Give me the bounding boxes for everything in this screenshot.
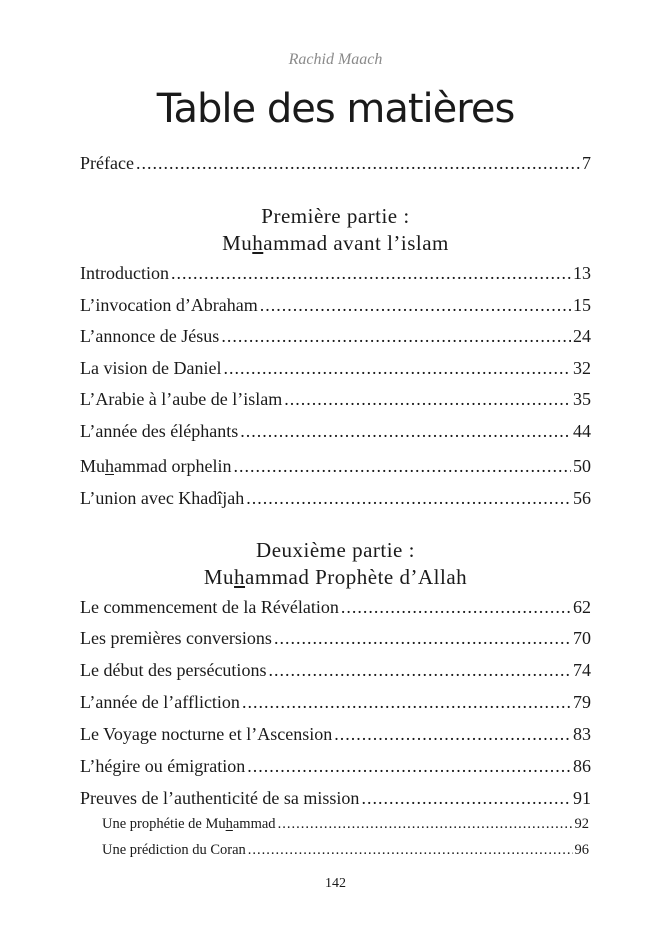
toc-entry-page: 74	[573, 660, 591, 680]
toc-entry[interactable]	[80, 692, 591, 713]
toc-entry-page: 50	[573, 456, 591, 476]
leader-dots	[246, 488, 571, 509]
toc-subentry-page: 96	[574, 842, 589, 858]
toc-entry[interactable]	[80, 295, 591, 316]
toc-entry[interactable]	[80, 421, 591, 442]
toc-entry-page: 83	[573, 724, 591, 744]
toc-entry-label: La vision de Daniel	[80, 358, 222, 378]
toc-entry-label: Preuves de l’authenticité de sa mission	[80, 788, 360, 808]
toc-subentry-label: Une prédiction du Coran	[102, 842, 246, 858]
toc-entry[interactable]	[80, 456, 591, 477]
toc-entry-label: Préface	[80, 153, 134, 173]
toc-entry-page: 70	[573, 628, 591, 648]
toc-entry[interactable]	[80, 788, 591, 809]
toc-entry-page: 13	[573, 263, 591, 283]
toc-entry-label: Introduction	[80, 263, 169, 283]
running-header: Rachid Maach	[288, 51, 383, 68]
leader-dots	[171, 263, 571, 284]
toc-subentry[interactable]	[102, 842, 589, 859]
leader-dots	[240, 421, 571, 442]
toc-subentry[interactable]	[102, 816, 589, 833]
toc-entry[interactable]	[80, 724, 591, 745]
part1-heading	[0, 203, 671, 257]
part2-heading-line1: Deuxième partie :	[256, 538, 415, 562]
toc-entry-page: 7	[582, 153, 591, 173]
toc-entry-preface[interactable]	[80, 153, 591, 174]
leader-dots	[233, 456, 571, 477]
toc-entry[interactable]	[80, 389, 591, 410]
toc-entry[interactable]	[80, 326, 591, 347]
leader-dots	[334, 724, 571, 745]
leader-dots	[284, 389, 571, 410]
leader-dots	[221, 326, 571, 347]
toc-entry-page: 56	[573, 488, 591, 508]
leader-dots	[341, 597, 571, 618]
toc-entry-label: L’hégire ou émigration	[80, 756, 246, 776]
toc-entry-page: 91	[573, 788, 591, 808]
toc-entry-label: L’année des éléphants	[80, 421, 239, 441]
toc-entry-label: L’invocation d’Abraham	[80, 295, 258, 315]
toc-entry-label: L’année de l’affliction	[80, 692, 240, 712]
leader-dots	[242, 692, 571, 713]
part1-heading-line2: Muhammad avant l’islam	[222, 231, 449, 255]
toc-entry-label: L’annonce de Jésus	[80, 326, 220, 346]
toc-entry-page: 62	[573, 597, 591, 617]
part2-heading	[0, 537, 671, 591]
toc-entry-page: 35	[573, 389, 591, 409]
part2-heading-line2: Muhammad Prophète d’Allah	[203, 565, 468, 589]
toc-entry-page: 32	[573, 358, 591, 378]
toc-entry-page: 15	[573, 295, 591, 315]
leader-dots	[361, 788, 571, 809]
page-number: 142	[325, 876, 346, 891]
toc-entry-page: 44	[573, 421, 591, 441]
toc-entry-label: Les premières conversions	[80, 628, 272, 648]
part1-heading-line1: Première partie :	[261, 204, 410, 228]
leader-dots	[248, 842, 573, 859]
toc-entry-label: L’union avec Khadîjah	[80, 488, 245, 508]
toc-entry[interactable]	[80, 628, 591, 649]
leader-dots	[247, 756, 571, 777]
toc-entry-page: 86	[573, 756, 591, 776]
toc-entry[interactable]	[80, 358, 591, 379]
toc-entry-label: L’Arabie à l’aube de l’islam	[80, 389, 283, 409]
toc-entry[interactable]	[80, 263, 591, 284]
toc-subentry-page: 92	[574, 816, 589, 832]
toc-entry-label: Muhammad orphelin	[80, 456, 232, 476]
toc-entry-page: 79	[573, 692, 591, 712]
page-title: Table des matières	[156, 86, 515, 132]
leader-dots	[274, 628, 571, 649]
leader-dots	[136, 153, 580, 174]
toc-subentry-label: Une prophétie de Muhammad	[102, 816, 276, 832]
toc-entry[interactable]	[80, 488, 591, 509]
toc-entry[interactable]	[80, 660, 591, 681]
leader-dots	[223, 358, 571, 379]
leader-dots	[260, 295, 571, 316]
leader-dots	[278, 816, 573, 833]
toc-entry-label: Le début des persécutions	[80, 660, 267, 680]
toc-entry[interactable]	[80, 756, 591, 777]
toc-entry-page: 24	[573, 326, 591, 346]
toc-entry-label: Le commencement de la Révélation	[80, 597, 339, 617]
toc-entry-label: Le Voyage nocturne et l’Ascension	[80, 724, 333, 744]
toc-entry[interactable]	[80, 597, 591, 618]
leader-dots	[268, 660, 571, 681]
